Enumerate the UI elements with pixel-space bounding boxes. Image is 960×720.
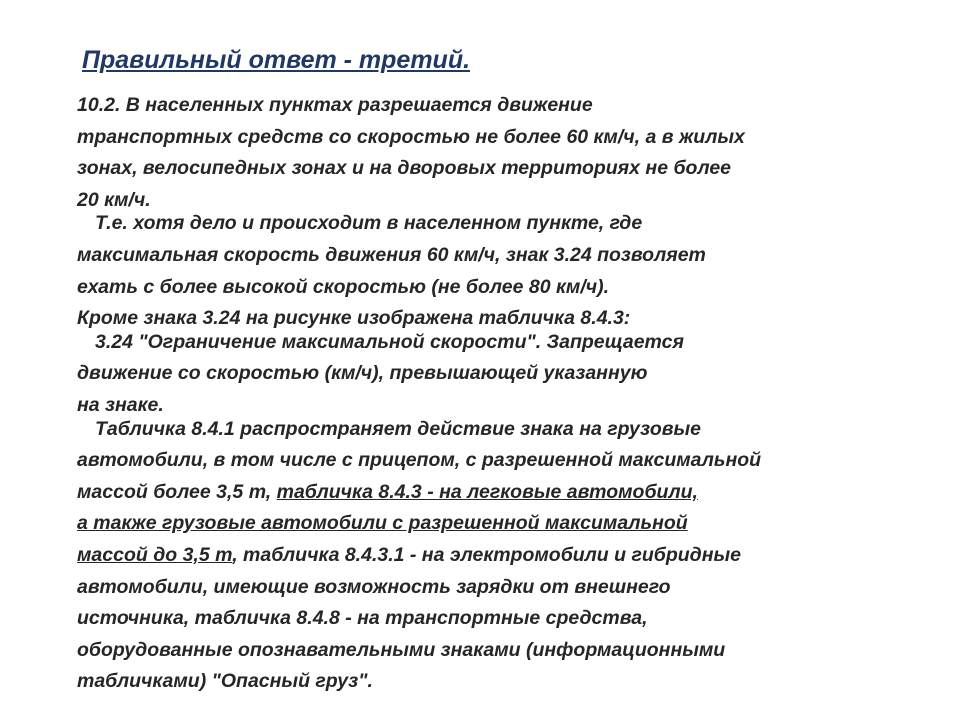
text-line: автомобили, в том числе с прицепом, с разрешенной максимальной <box>77 449 762 472</box>
text-line: 3.24 "Ограничение максимальной скорости". Запрещается <box>95 330 684 353</box>
text-line: на знаке. <box>77 393 164 416</box>
paragraph-rule-10-2 <box>77 90 947 216</box>
text-line: максимальная скорость движения 60 км/ч, знак 3.24 позволяет <box>77 243 706 266</box>
text-segment: массой более 3,5 т, <box>77 480 277 503</box>
text-line: движение со скоростью (км/ч), превышающей указанную <box>77 362 648 385</box>
text-line: Т.е. хотя дело и происходит в населенном пункте, где <box>95 212 643 235</box>
answer-title: Правильный ответ - третий. <box>82 46 471 74</box>
underlined-text: а также грузовые автомобили с разрешенной максимальной <box>77 512 688 535</box>
underlined-text: табличка 8.4.3 - на легковые автомобили, <box>276 480 698 503</box>
text-line: Кроме знака 3.24 на рисунке изображена табличка 8.4.3: <box>77 307 631 330</box>
text-line: 20 км/ч. <box>77 188 151 211</box>
text-line <box>77 540 947 572</box>
text-line: транспортных средств со скоростью не более 60 км/ч, а в жилых <box>77 125 745 148</box>
underlined-text: массой до 3,5 т <box>77 543 233 566</box>
explanation-text <box>77 90 947 698</box>
text-line: источника, табличка 8.4.8 - на транспортные средства, <box>77 607 648 630</box>
text-line: 10.2. В населенных пунктах разрешается движение <box>77 94 593 116</box>
text-line <box>77 477 947 509</box>
paragraph-plates <box>77 414 947 698</box>
text-segment: , табличка 8.4.3.1 - на электромобили и гибридные <box>232 543 742 566</box>
paragraph-sign-3-24 <box>77 327 947 422</box>
text-line: оборудованные опознавательными знаками (информационными <box>77 638 726 661</box>
text-line: табличками) "Опасный груз". <box>77 670 373 693</box>
text-line <box>77 508 947 540</box>
text-line: Табличка 8.4.1 распространяет действие знака на грузовые <box>95 417 702 440</box>
text-line: зонах, велосипедных зонах и на дворовых территориях не более <box>77 157 732 180</box>
text-line: ехать с более высокой скоростью (не более 80 км/ч). <box>77 275 610 298</box>
text-line: автомобили, имеющие возможность зарядки от внешнего <box>77 575 671 598</box>
paragraph-explanation <box>77 208 947 334</box>
